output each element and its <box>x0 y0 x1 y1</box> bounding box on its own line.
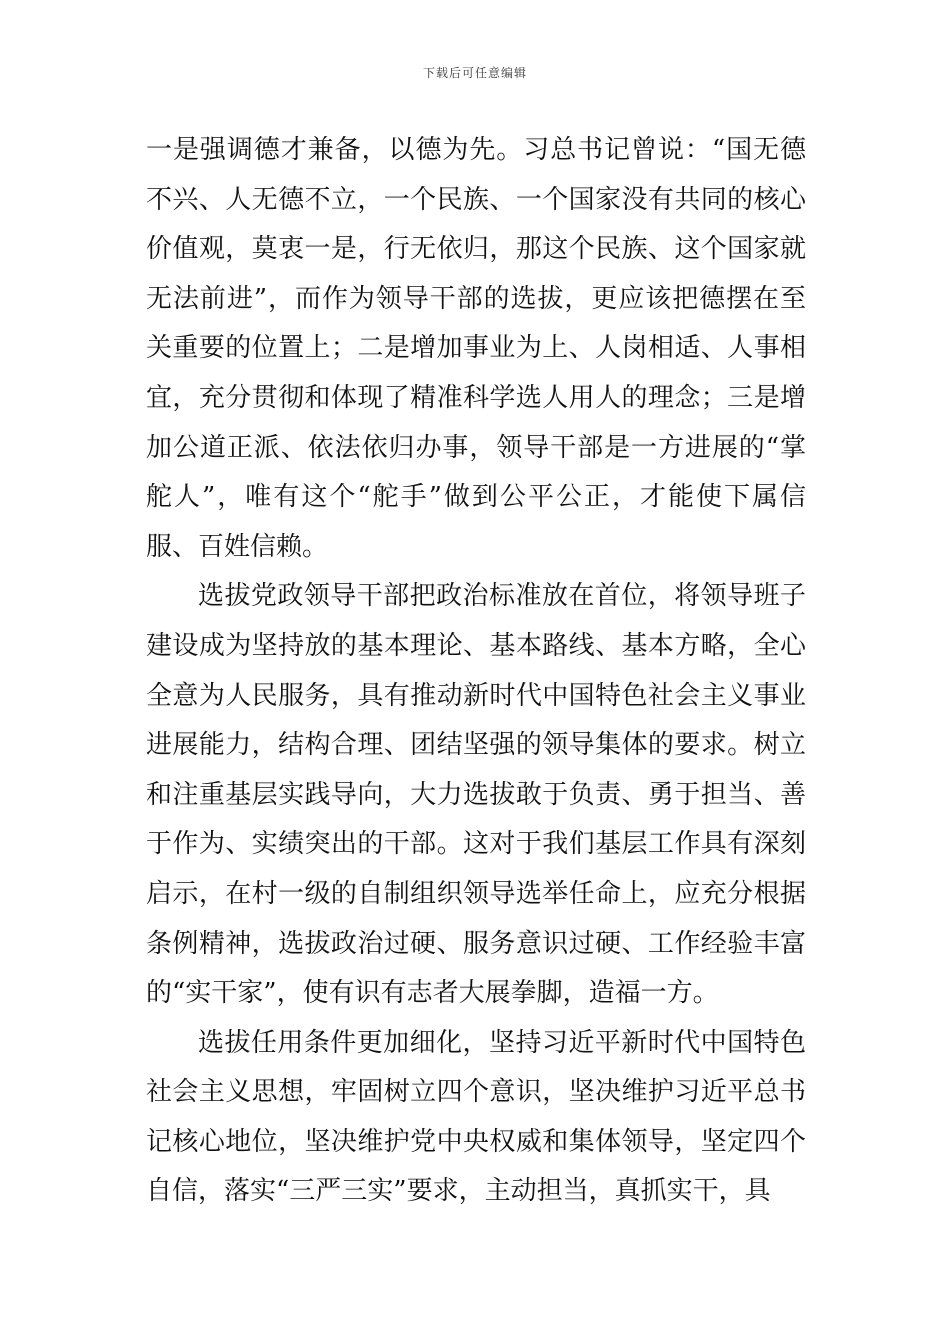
paragraph-1: 一是强调德才兼备，以德为先。习总书记曾说：“国无德不兴、人无德不立，一个民族、一个国家没有共同的核心价值观，莫衷一是，行无依归，那这个民族、这个国家就无法前进”，而作为领导干部的选拔，更应该把德摆在至关重要的位置上；二是增加事业为上、人岗相适、人事相宜，充分贯彻和体现了精准科学选人用人的理念；三是增加公道正派、依法依归办事，领导干部是一方进展的“掌舵人”，唯有这个“舵手”做到公平公正，才能使下属信服、百姓信赖。 <box>146 135 806 562</box>
page-header-note: 下载后可任意编辑 <box>422 66 527 80</box>
paragraph-3: 选拔任用条件更加细化，坚持习近平新时代中国特色社会主义思想，牢固树立四个意识，坚决维护习近平总书记核心地位，坚决维护党中央权威和集体领导，坚定四个自信，落实“三严三实”要求，主动担当，真抓实干，具 <box>146 1027 806 1207</box>
paragraph-2: 选拔党政领导干部把政治标准放在首位，将领导班子建设成为坚持放的基本理论、基本路线、基本方略，全心全意为人民服务，具有推动新时代中国特色社会主义事业进展能力，结构合理、团结坚强的领导集体的要求。树立和注重基层实践导向，大力选拔敢于负责、勇于担当、善于作为、实绩突出的干部。这对于我们基层工作具有深刻启示，在村一级的自制组织领导选举任命上，应充分根据条例精神，选拔政治过硬、服务意识过硬、工作经验丰富的“实干家”，使有识有志者大展拳脚，造福一方。 <box>146 581 806 1009</box>
document-body <box>146 126 806 1217</box>
